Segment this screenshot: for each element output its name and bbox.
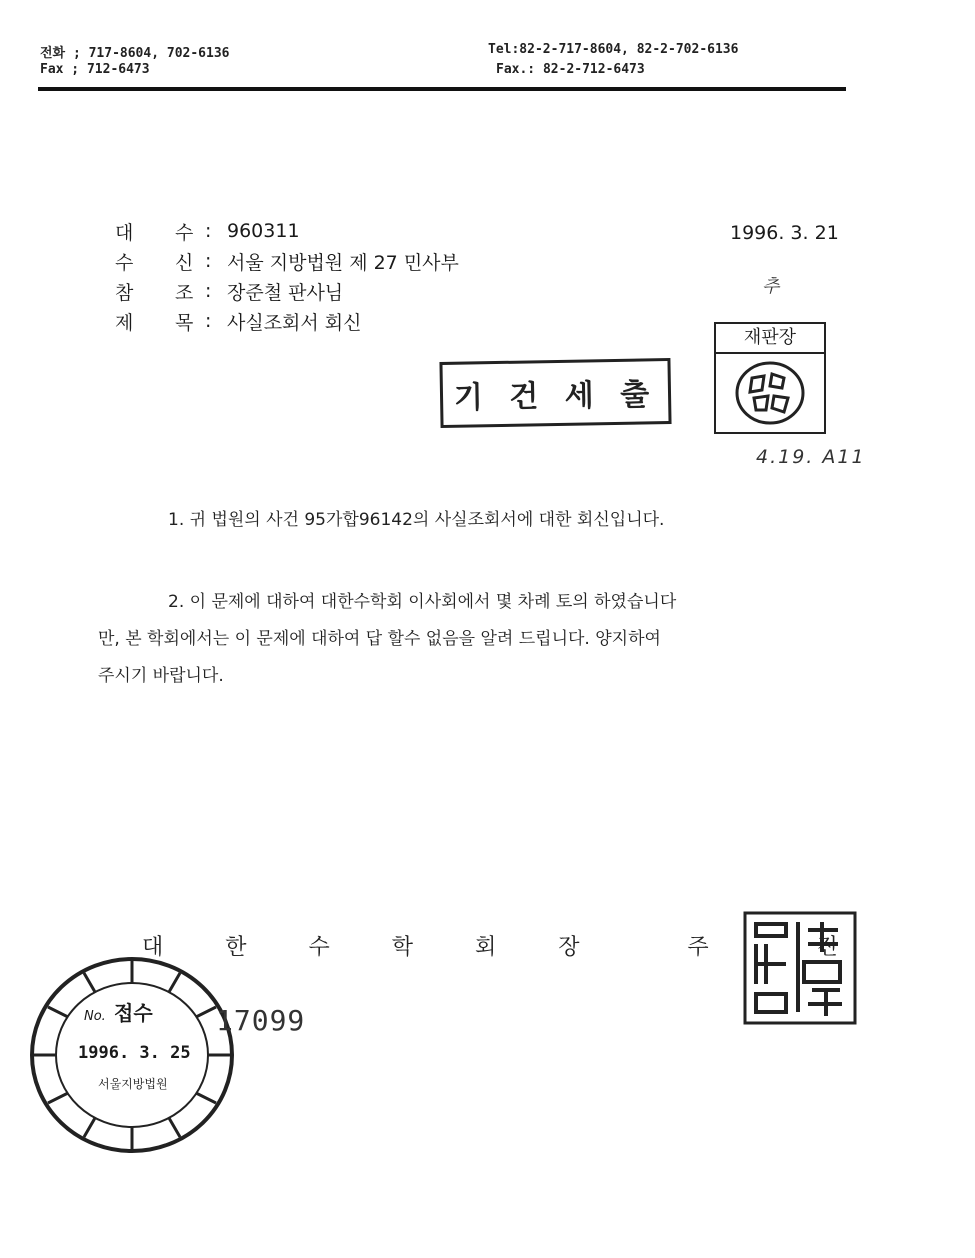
society-seal bbox=[742, 910, 858, 1026]
body-paragraph-2-line-3: 주시기 바랍니다. bbox=[98, 666, 224, 686]
doc-number-key2: 수 bbox=[175, 221, 194, 244]
header-rule bbox=[38, 87, 846, 91]
reference-key2: 조 bbox=[175, 281, 194, 304]
header-phone-left: 전화 ; 717-8604, 702-6136 bbox=[40, 46, 230, 61]
header-phone-right: Tel:82-2-717-8604, 82-2-702-6136 bbox=[488, 42, 739, 57]
body-paragraph-2-line-2: 만, 본 학회에서는 이 문제에 대하여 답 할수 없음을 알려 드립니다. 양지하여 bbox=[98, 629, 661, 649]
judge-seal-icon bbox=[734, 360, 806, 426]
subject-value: 사실조회서 회신 bbox=[227, 311, 362, 334]
memo-meta bbox=[115, 216, 459, 336]
body-paragraph-1: 1. 귀 법원의 사건 95가합96142의 사실조회서에 대한 회신입니다. bbox=[168, 510, 665, 530]
recipient-key1: 수 bbox=[115, 251, 134, 274]
receipt-stamp bbox=[28, 955, 238, 1155]
handwritten-initial: 추 bbox=[762, 276, 780, 297]
subject-key2: 목 bbox=[175, 311, 194, 334]
receipt-stamp-title: 접수 bbox=[114, 1001, 153, 1025]
header-fax-left: Fax ; 712-6473 bbox=[40, 62, 150, 77]
body-paragraph-2-line-1: 2. 이 문제에 대하여 대한수학회 이사회에서 몇 차례 토의 하였습니다 bbox=[168, 592, 677, 612]
subject-row bbox=[115, 306, 459, 336]
reference-row bbox=[115, 276, 459, 306]
receipt-no-label: No. bbox=[84, 1009, 106, 1024]
doc-number-colon: : bbox=[205, 220, 212, 242]
judge-seal-area bbox=[716, 354, 824, 432]
judge-stamp-box bbox=[714, 322, 826, 434]
recipient-value: 서울 지방법원 제 27 민사부 bbox=[227, 251, 459, 274]
handwritten-date: 4.19. A11 bbox=[756, 446, 866, 468]
recipient-key2: 신 bbox=[175, 251, 194, 274]
submit-stamp-text: 기 건 세 출 bbox=[453, 377, 658, 416]
receipt-court: 서울지방법원 bbox=[98, 1077, 168, 1091]
doc-number-key1: 대 bbox=[115, 221, 134, 244]
submit-stamp bbox=[439, 358, 671, 428]
receipt-date: 1996. 3. 25 bbox=[78, 1043, 191, 1063]
subject-key1: 제 bbox=[115, 311, 134, 334]
subject-colon: : bbox=[205, 310, 212, 332]
society-seal-icon bbox=[742, 910, 858, 1026]
header-fax-right: Fax.: 82-2-712-6473 bbox=[496, 62, 645, 77]
doc-number-row bbox=[115, 216, 459, 246]
receipt-number: 17099 bbox=[216, 1004, 306, 1037]
recipient-row bbox=[115, 246, 459, 276]
judge-stamp-title: 재판장 bbox=[716, 324, 824, 354]
memo-date: 1996. 3. 21 bbox=[730, 222, 839, 244]
reference-key1: 참 bbox=[115, 281, 134, 304]
reference-value: 장준철 판사님 bbox=[227, 281, 344, 304]
doc-number-value: 960311 bbox=[227, 220, 300, 242]
sender-line: 대 한 수 학 회 장 주 진 bbox=[142, 935, 854, 960]
reference-colon: : bbox=[205, 280, 212, 302]
recipient-colon: : bbox=[205, 250, 212, 272]
